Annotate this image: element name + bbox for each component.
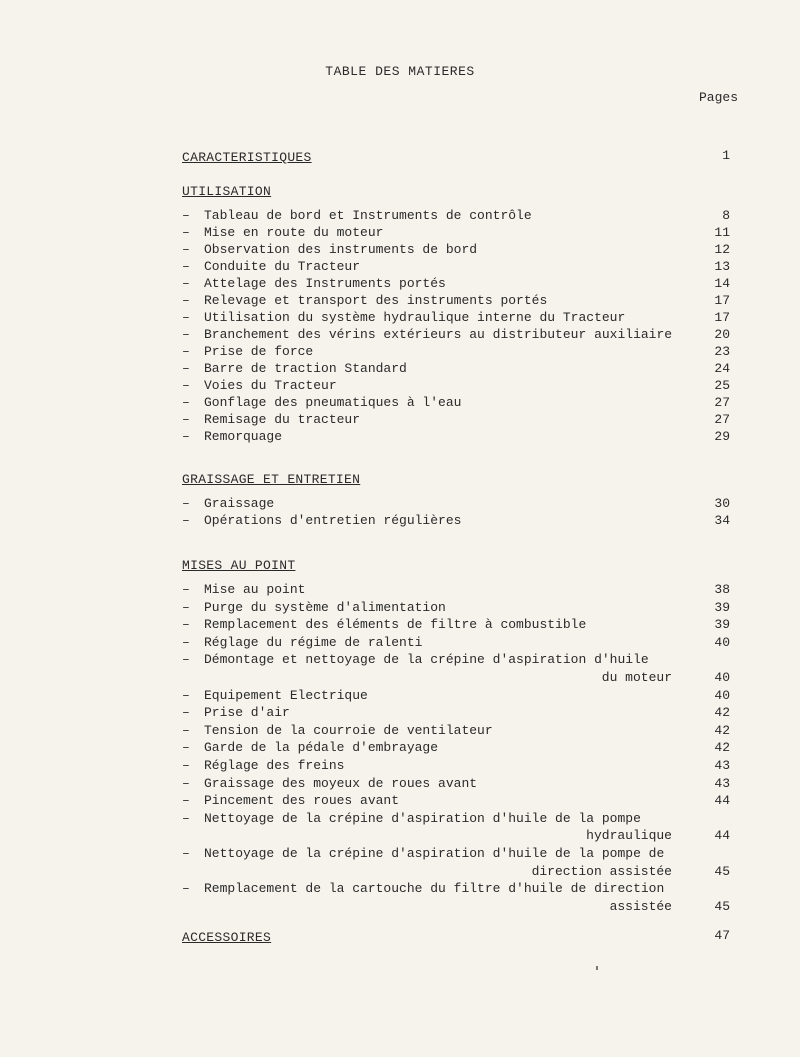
toc-entry [182, 792, 742, 809]
entry-dash: – [182, 361, 190, 376]
entry-page: 42 [714, 722, 730, 738]
entry-dash: – [182, 810, 190, 826]
entry-page: 30 [714, 496, 730, 511]
entry-dash: – [182, 327, 190, 342]
entry-page: 24 [714, 361, 730, 376]
toc-entry [182, 722, 742, 739]
entry-dash: – [182, 242, 190, 257]
toc-entry [182, 810, 742, 827]
entry-page: 39 [714, 599, 730, 615]
toc-entry [182, 512, 742, 529]
entry-page: 43 [714, 758, 730, 773]
entry-label: Remisage du tracteur [204, 412, 361, 427]
entry-dash: – [182, 259, 190, 274]
entry-dash: – [182, 344, 190, 359]
entry-dash: – [182, 740, 190, 756]
toc-entry [182, 292, 742, 309]
toc-entry [182, 495, 742, 512]
toc-entry [182, 275, 742, 292]
entry-page: 34 [714, 513, 730, 528]
toc-entry [182, 326, 742, 343]
entry-dash: – [182, 687, 190, 703]
entry-label: Mise en route du moteur [204, 225, 384, 240]
toc-entry [182, 775, 742, 792]
entry-dash: – [182, 496, 190, 511]
paper-speck [596, 966, 598, 970]
entry-page: 13 [714, 259, 730, 274]
toc-entry [182, 360, 742, 377]
entry-page: 40 [714, 687, 730, 703]
toc-entry [182, 241, 742, 258]
entry-label: Réglage du régime de ralenti [204, 634, 423, 650]
entry-dash: – [182, 208, 190, 223]
entry-label: Démontage et nettoyage de la crépine d'aspiration d'huile [204, 652, 649, 668]
entry-page: 25 [714, 378, 730, 393]
toc-entry [182, 757, 742, 774]
toc-entry [182, 377, 742, 394]
section-caracteristiques: CARACTERISTIQUES [182, 150, 312, 165]
entry-page: 45 [714, 863, 730, 879]
toc-entry [182, 411, 742, 428]
entry-label: Purge du système d'alimentation [204, 599, 446, 615]
toc-entry [182, 863, 742, 880]
toc-entry [182, 687, 742, 704]
toc-entry [182, 651, 742, 668]
entry-label: Remplacement des éléments de filtre à combustible [204, 617, 587, 633]
entry-label: hydraulique [586, 828, 672, 844]
entry-label: Utilisation du système hydraulique interne du Tracteur [204, 310, 626, 325]
section-graissage: GRAISSAGE ET ENTRETIEN [182, 472, 361, 487]
entry-page: 42 [714, 740, 730, 756]
entry-label: Prise d'air [204, 705, 290, 721]
entry-label: Graissage [204, 496, 275, 511]
entry-dash: – [182, 310, 190, 325]
entry-label: assistée [609, 898, 672, 914]
pages-column-header: Pages [698, 90, 738, 105]
entry-dash: – [182, 846, 190, 861]
toc-entry [182, 845, 742, 862]
entry-page: 20 [714, 327, 730, 342]
entry-page: 40 [714, 670, 730, 685]
toc-entry [182, 880, 742, 897]
entry-page: 11 [714, 225, 730, 240]
section-caracteristiques-page: 1 [722, 148, 730, 163]
entry-page: 14 [714, 276, 730, 291]
entry-label: direction assistée [531, 863, 672, 879]
entry-dash: – [182, 599, 190, 615]
entry-label: Opérations d'entretien régulières [204, 513, 462, 528]
entry-dash: – [182, 617, 190, 633]
entry-dash: – [182, 758, 190, 773]
entry-label: Pincement des roues avant [204, 793, 400, 809]
entry-page: 42 [714, 705, 730, 721]
entry-label: Tension de la courroie de ventilateur [204, 722, 493, 738]
toc-entry [182, 669, 742, 686]
entry-dash: – [182, 276, 190, 291]
entry-page: 12 [714, 242, 730, 257]
entry-label: Conduite du Tracteur [204, 259, 361, 274]
toc-entry [182, 704, 742, 721]
entry-label: Mise au point [204, 582, 306, 597]
entry-page: 45 [714, 898, 730, 914]
entry-label: Graissage des moyeux de roues avant [204, 775, 478, 791]
toc-entry [182, 258, 742, 275]
toc-entry [182, 581, 742, 598]
toc-entry [182, 827, 742, 844]
entry-page: 8 [722, 208, 730, 223]
entry-page: 29 [714, 429, 730, 444]
entry-label: Tableau de bord et Instruments de contrôle [204, 208, 532, 223]
entry-page: 39 [714, 617, 730, 633]
entry-dash: – [182, 225, 190, 240]
entry-page: 44 [714, 828, 730, 844]
toc-entry [182, 343, 742, 360]
toc-entry [182, 898, 742, 915]
toc-entry [182, 616, 742, 633]
entry-label: Gonflage des pneumatiques à l'eau [204, 395, 462, 410]
entry-dash: – [182, 395, 190, 410]
entry-dash: – [182, 705, 190, 721]
entry-page: 17 [714, 293, 730, 308]
section-accessoires-page: 47 [714, 928, 730, 943]
entry-label: Branchement des vérins extérieurs au distributeur auxiliaire [204, 327, 673, 342]
toc-entry [182, 394, 742, 411]
entry-page: 43 [714, 775, 730, 791]
toc-entry [182, 599, 742, 616]
section-accessoires: ACCESSOIRES [182, 930, 272, 945]
entry-dash: – [182, 513, 190, 528]
entry-label: Observation des instruments de bord [204, 242, 478, 257]
toc-entry [182, 207, 742, 224]
entry-dash: – [182, 722, 190, 738]
entry-dash: – [182, 634, 190, 650]
entry-label: Garde de la pédale d'embrayage [204, 740, 439, 756]
entry-label: Réglage des freins [204, 758, 345, 773]
entry-page: 27 [714, 412, 730, 427]
entry-page: 44 [714, 793, 730, 809]
entry-label: Attelage des Instruments portés [204, 276, 446, 291]
entry-dash: – [182, 293, 190, 308]
entry-dash: – [182, 412, 190, 427]
entry-label: Barre de traction Standard [204, 361, 407, 376]
entry-label: du moteur [601, 670, 672, 685]
entry-label: Voies du Tracteur [204, 378, 337, 393]
toc-entry [182, 634, 742, 651]
entry-dash: – [182, 652, 190, 668]
section-mises-au-point: MISES AU POINT [182, 558, 296, 573]
toc-entry [182, 739, 742, 756]
entry-label: Remorquage [204, 429, 283, 444]
toc-entry [182, 224, 742, 241]
entry-dash: – [182, 793, 190, 809]
entry-label: Nettoyage de la crépine d'aspiration d'huile de la pompe de [204, 846, 665, 861]
toc-entry [182, 428, 742, 445]
entry-dash: – [182, 378, 190, 393]
entry-label: Nettoyage de la crépine d'aspiration d'huile de la pompe [204, 810, 641, 826]
entry-label: Prise de force [204, 344, 314, 359]
entry-label: Remplacement de la cartouche du filtre d'huile de direction [204, 881, 665, 897]
entry-dash: – [182, 881, 190, 897]
page-title: TABLE DES MATIERES [325, 64, 475, 79]
toc-entry [182, 309, 742, 326]
entry-page: 38 [714, 582, 730, 597]
entry-dash: – [182, 429, 190, 444]
entry-label: Equipement Electrique [204, 687, 368, 703]
section-utilisation: UTILISATION [182, 184, 272, 199]
entry-page: 17 [714, 310, 730, 325]
entry-dash: – [182, 775, 190, 791]
entry-page: 27 [714, 395, 730, 410]
entry-dash: – [182, 582, 190, 597]
entry-page: 40 [714, 634, 730, 650]
entry-label: Relevage et transport des instruments portés [204, 293, 548, 308]
entry-page: 23 [714, 344, 730, 359]
